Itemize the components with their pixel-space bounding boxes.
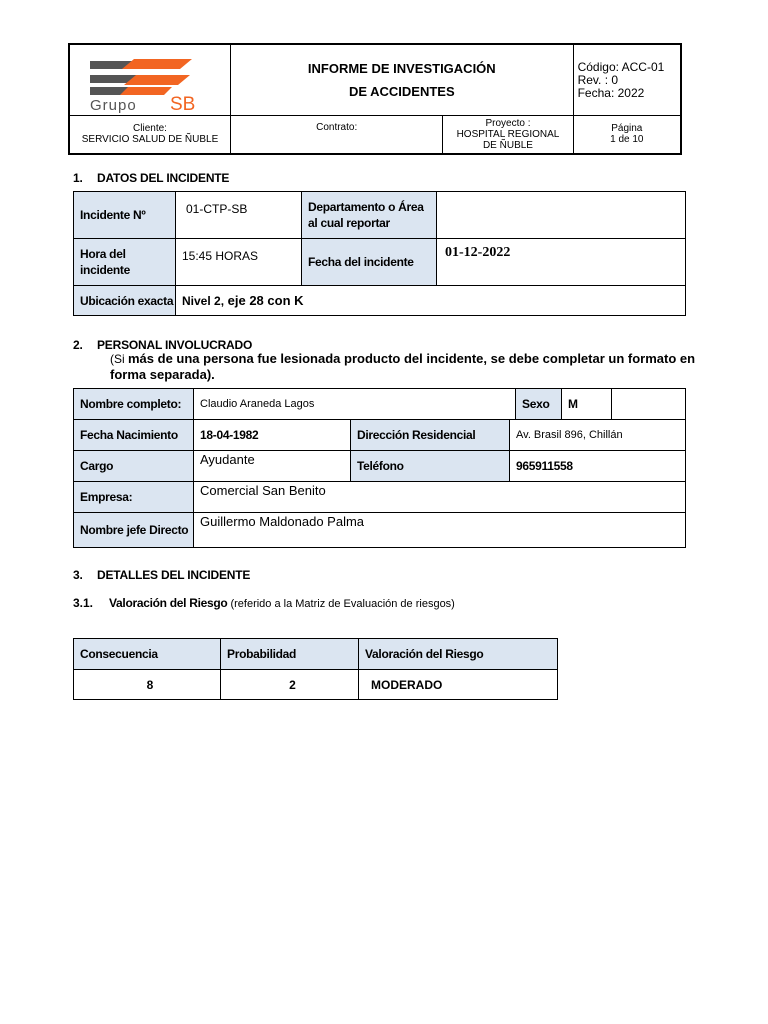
dept-label: Departamento o Área al cual reportar bbox=[302, 192, 437, 239]
section-3-1-number: 3.1. bbox=[73, 596, 94, 610]
page-value: 1 de 10 bbox=[610, 134, 644, 146]
section-2-title: PERSONAL INVOLUCRADO bbox=[97, 338, 253, 352]
logo-cell bbox=[69, 44, 231, 116]
contract-label: Contrato: bbox=[316, 122, 358, 133]
incident-no-label: Incidente Nº bbox=[74, 192, 176, 239]
section-1-number: 1. bbox=[73, 171, 83, 185]
title-line-1: INFORME DE INVESTIGACIÓN bbox=[307, 61, 496, 76]
section-3-1-title: Valoración del Riesgo bbox=[109, 596, 228, 610]
document-code: Código: ACC-01 bbox=[577, 59, 665, 74]
location-value-level: Nivel 2, bbox=[182, 294, 225, 308]
section-2-note bbox=[110, 351, 700, 382]
incident-no-value: 01-CTP-SB bbox=[176, 192, 302, 239]
fullname-label: Nombre completo: bbox=[74, 389, 194, 420]
project-value-1: HOSPITAL REGIONAL bbox=[456, 128, 560, 140]
section-2-number: 2. bbox=[73, 338, 83, 352]
date-label: Fecha del incidente bbox=[302, 239, 437, 286]
document-header bbox=[68, 43, 682, 155]
incident-data-table bbox=[73, 191, 686, 316]
note-prefix: (Si bbox=[110, 352, 128, 366]
client-cell bbox=[69, 116, 231, 154]
risk-probability-value: 2 bbox=[221, 670, 359, 700]
title-line-2: DE ACCIDENTES bbox=[348, 84, 455, 99]
phone-label: Teléfono bbox=[351, 451, 510, 482]
birth-label: Fecha Nacimiento bbox=[74, 420, 194, 451]
svg-text:Grupo: Grupo bbox=[90, 97, 137, 114]
section-3-1-note: (referido a la Matriz de Evaluación de riesgos) bbox=[227, 598, 455, 610]
birth-value: 18-04-1982 bbox=[194, 420, 351, 451]
document-date: Fecha: 2022 bbox=[577, 85, 645, 100]
document-code-block bbox=[573, 44, 681, 116]
section-3-heading bbox=[73, 568, 250, 582]
role-label: Cargo bbox=[74, 451, 194, 482]
svg-text:SB: SB bbox=[170, 94, 196, 115]
section-1-heading bbox=[73, 171, 229, 185]
company-value: Comercial San Benito bbox=[194, 482, 686, 513]
note-text: más de una persona fue lesionada producto del incidente, se debe completar un formato en forma separada). bbox=[110, 351, 696, 382]
project-value-2: DE ÑUBLE bbox=[482, 139, 533, 151]
address-value: Av. Brasil 896, Chillán bbox=[510, 420, 686, 451]
boss-label: Nombre jefe Directo bbox=[74, 513, 194, 548]
section-3-1-heading bbox=[73, 596, 455, 610]
hour-value: 15:45 HORAS bbox=[176, 239, 302, 286]
sex-extra bbox=[612, 389, 686, 420]
date-value: 01-12-2022 bbox=[437, 239, 686, 286]
location-value bbox=[176, 286, 686, 316]
section-3-number: 3. bbox=[73, 568, 83, 582]
section-3-title: DETALLES DEL INCIDENTE bbox=[97, 568, 251, 582]
phone-value: 965911558 bbox=[510, 451, 686, 482]
company-label: Empresa: bbox=[74, 482, 194, 513]
sex-label: Sexo bbox=[516, 389, 562, 420]
risk-table bbox=[73, 638, 558, 700]
role-value: Ayudante bbox=[194, 451, 351, 482]
dept-value bbox=[437, 192, 686, 239]
section-2-heading bbox=[73, 338, 252, 352]
address-label: Dirección Residencial bbox=[351, 420, 510, 451]
document-rev: Rev. : 0 bbox=[577, 72, 619, 87]
page-cell bbox=[573, 116, 681, 154]
contract-cell bbox=[231, 116, 443, 154]
sex-value: M bbox=[562, 389, 612, 420]
client-value: SERVICIO SALUD DE ÑUBLE bbox=[81, 134, 219, 146]
risk-valuation-value: MODERADO bbox=[359, 670, 558, 700]
risk-header-probability: Probabilidad bbox=[221, 639, 359, 670]
grupo-sb-logo bbox=[70, 45, 230, 115]
section-1-title: DATOS DEL INCIDENTE bbox=[97, 171, 230, 185]
location-label: Ubicación exacta bbox=[74, 286, 176, 316]
hour-label: Hora del incidente bbox=[74, 239, 176, 286]
client-label: Cliente: bbox=[133, 123, 167, 135]
risk-header-valuation: Valoración del Riesgo bbox=[359, 639, 558, 670]
risk-header-consequence: Consecuencia bbox=[74, 639, 221, 670]
document-title bbox=[231, 44, 574, 116]
personnel-table bbox=[73, 388, 686, 548]
risk-consequence-value: 8 bbox=[74, 670, 221, 700]
fullname-value: Claudio Araneda Lagos bbox=[194, 389, 516, 420]
boss-value: Guillermo Maldonado Palma bbox=[194, 513, 686, 548]
location-value-axis: eje 28 con K bbox=[224, 293, 304, 308]
page-label: Página bbox=[611, 123, 643, 135]
project-cell bbox=[443, 116, 573, 154]
project-label: Proyecto : bbox=[485, 117, 531, 129]
